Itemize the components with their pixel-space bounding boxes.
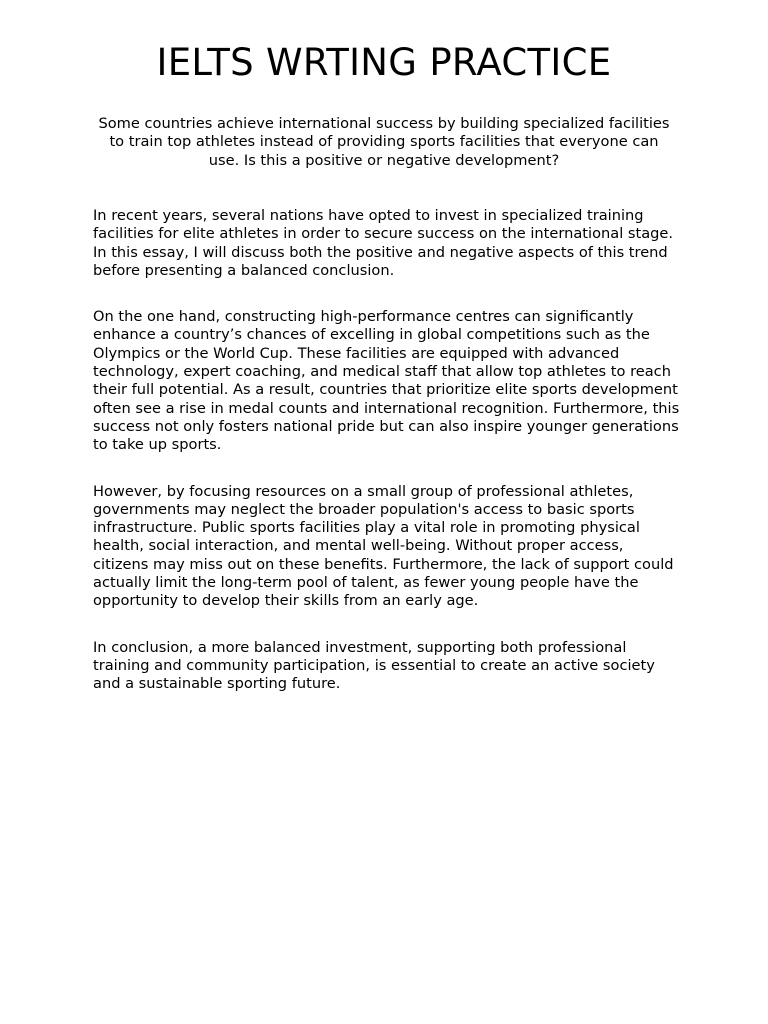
essay-prompt: Some countries achieve international success by building specialized facilities to train top athletes instead of providing sports facilities that everyone can use. Is this a positive or negative development? xyxy=(98,115,670,169)
page-title: IELTS WRTING PRACTICE xyxy=(156,41,612,84)
essay-body xyxy=(93,207,683,722)
essay-paragraph-conclusion: In conclusion, a more balanced investment, supporting both professional training and community participation, is essential to create an active society and a sustainable sporting future. xyxy=(93,638,655,693)
essay-paragraph-negative: However, by focusing resources on a small group of professional athletes, governments may neglect the broader population's access to basic sports infrastructure. Public sports facilities play a vital role in promoting physical health, social interaction, and mental well-being. Without proper access, citizens may miss out on these benefits. Furthermore, the lack of support could actually limit the long-term pool of talent, as fewer young people have the opportunity to develop their skills from an early age. xyxy=(93,482,674,610)
essay-paragraph-positive: On the one hand, constructing high-performance centres can significantly enhance a country’s chances of excelling in global competitions such as the Olympics or the World Cup. These facilities are equipped with advanced technology, expert coaching, and medical staff that allow top athletes to reach their full potential. As a result, countries that prioritize elite sports development often see a rise in medal counts and international recognition. Furthermore, this success not only fosters national pride but can also inspire younger generations to take up sports. xyxy=(93,308,680,454)
essay-paragraph-introduction: In recent years, several nations have opted to invest in specialized training facilities for elite athletes in order to secure success on the international stage. In this essay, I will discuss both the positive and negative aspects of this trend before presenting a balanced conclusion. xyxy=(93,207,674,279)
